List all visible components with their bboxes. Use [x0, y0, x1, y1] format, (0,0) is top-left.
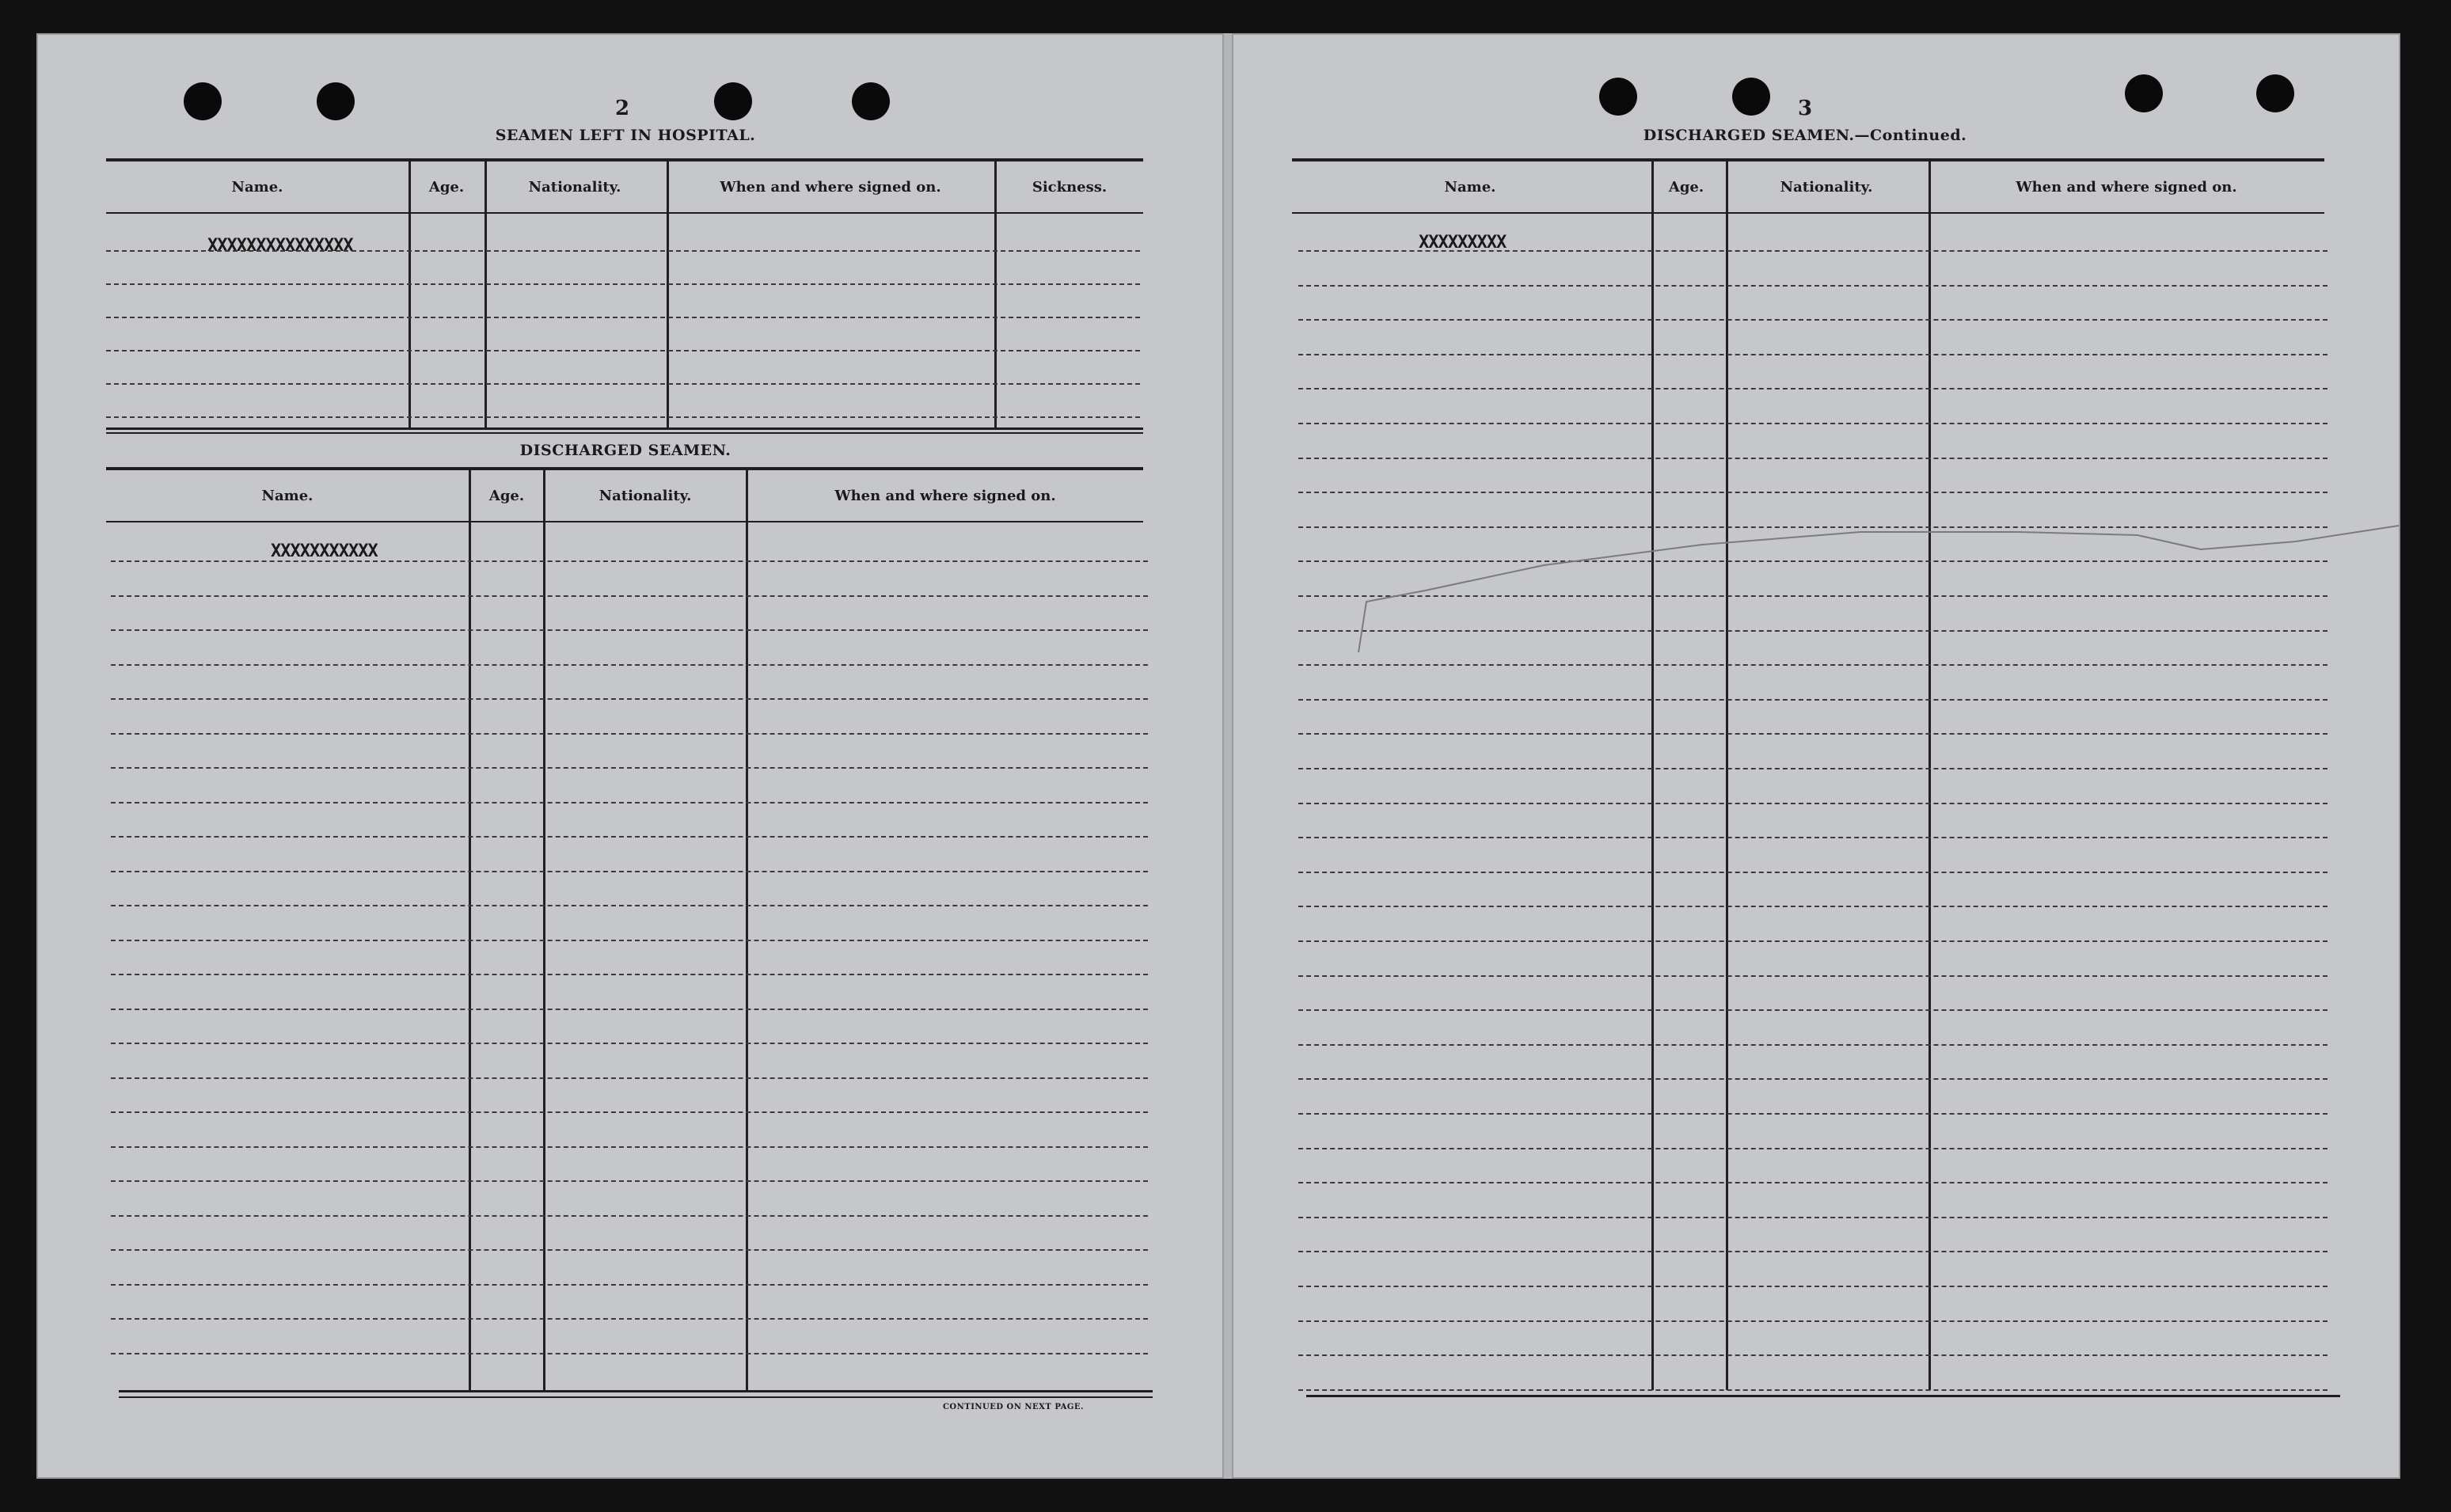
page-number: 2 — [614, 97, 630, 120]
column-header-signed-on: When and where signed on. — [834, 488, 1056, 504]
column-header-signed-on: When and where signed on. — [2016, 179, 2237, 196]
column-header-sickness: Sickness. — [1032, 179, 1108, 196]
column-header-signed-on: When and where signed on. — [720, 179, 941, 196]
column-header-age: Age. — [488, 488, 525, 504]
column-header-name: Name. — [231, 179, 283, 196]
column-header-name: Name. — [1444, 179, 1496, 196]
redacted-name-entry: XXXXXXXXXXXXXXX — [207, 236, 353, 256]
column-header-age: Age. — [1668, 179, 1704, 196]
column-header-nationality: Nationality. — [528, 179, 621, 196]
column-header-age: Age. — [428, 179, 465, 196]
hospital-section-title: SEAMEN LEFT IN HOSPITAL. — [495, 127, 756, 144]
discharged-section-title: DISCHARGED SEAMEN. — [519, 442, 732, 459]
continued-note: CONTINUED ON NEXT PAGE. — [942, 1403, 1085, 1411]
column-header-name: Name. — [261, 488, 314, 504]
column-header-nationality: Nationality. — [598, 488, 692, 504]
discharged-continued-title: DISCHARGED SEAMEN.—Continued. — [1643, 127, 1967, 144]
column-header-nationality: Nationality. — [1780, 179, 1873, 196]
page-number: 3 — [1797, 97, 1813, 120]
redacted-name-entry: XXXXXXXXXXX — [271, 541, 378, 561]
redacted-name-entry: XXXXXXXXX — [1419, 233, 1507, 253]
